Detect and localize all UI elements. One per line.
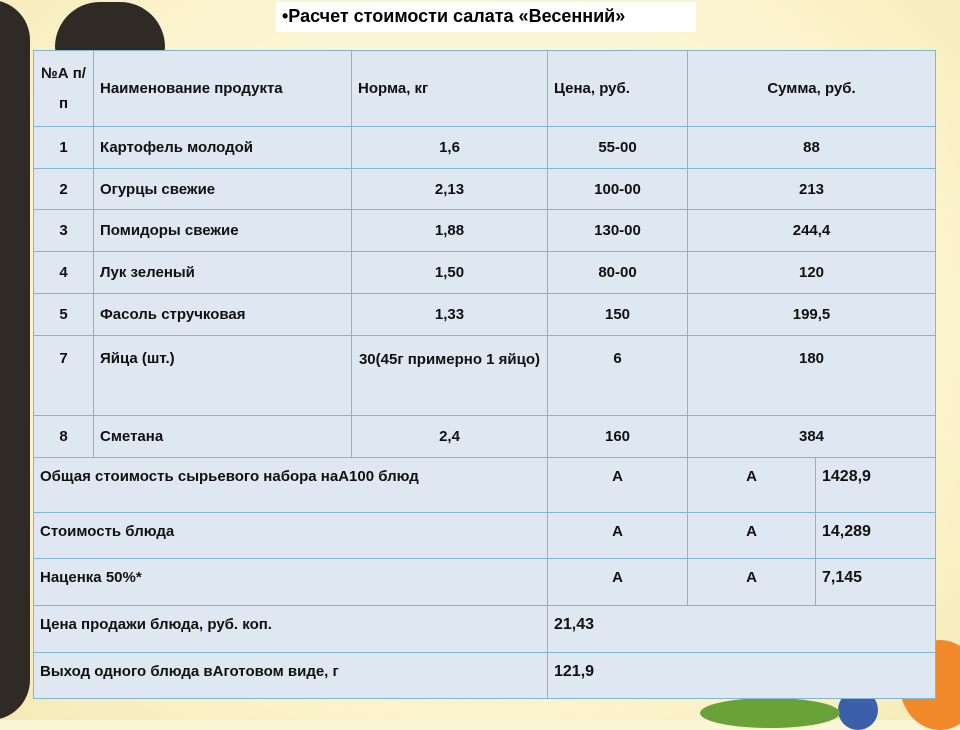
total-row: [34, 653, 936, 699]
row-price: 55-00: [548, 127, 688, 169]
row-price: 6: [548, 336, 688, 416]
row-sum: 120: [688, 252, 936, 294]
summary-label: Общая стоимость сырьевого набора наА100 блюд: [34, 458, 548, 513]
table-row: [34, 210, 936, 252]
summary-label: Стоимость блюда: [34, 513, 548, 559]
table-row: [34, 336, 936, 416]
summary-value: 7,145: [816, 559, 936, 606]
summary-a2: А: [688, 559, 816, 606]
summary-label: Наценка 50%*: [34, 559, 548, 606]
decorative-fruit-leaf: [700, 698, 840, 728]
row-norm: 2,13: [352, 169, 548, 210]
header-norm: Норма, кг: [352, 51, 548, 127]
row-price: 130-00: [548, 210, 688, 252]
header-num: №А п/п: [34, 51, 94, 127]
total-value: 121,9: [548, 653, 936, 699]
total-value: 21,43: [548, 606, 936, 653]
row-name: Огурцы свежие: [94, 169, 352, 210]
table-row: [34, 127, 936, 169]
row-num: 2: [34, 169, 94, 210]
row-num: 8: [34, 416, 94, 458]
summary-row: [34, 559, 936, 606]
row-sum: 384: [688, 416, 936, 458]
header-sum: Сумма, руб.: [688, 51, 936, 127]
cost-table: [33, 50, 936, 699]
summary-a1: А: [548, 513, 688, 559]
total-row: [34, 606, 936, 653]
summary-a2: А: [688, 513, 816, 559]
total-label: Цена продажи блюда, руб. коп.: [34, 606, 548, 653]
summary-a1: А: [548, 559, 688, 606]
row-norm: 1,88: [352, 210, 548, 252]
row-norm: 30(45г примерно 1 яйцо): [352, 336, 548, 416]
row-norm: 1,50: [352, 252, 548, 294]
row-num: 4: [34, 252, 94, 294]
decorative-bear-silhouette: [0, 0, 30, 720]
row-num: 1: [34, 127, 94, 169]
row-norm: 2,4: [352, 416, 548, 458]
row-name: Яйца (шт.): [94, 336, 352, 416]
table-row: [34, 169, 936, 210]
row-name: Помидоры свежие: [94, 210, 352, 252]
header-name: Наименование продукта: [94, 51, 352, 127]
row-sum: 244,4: [688, 210, 936, 252]
row-norm: 1,6: [352, 127, 548, 169]
header-row: [34, 51, 936, 127]
row-name: Лук зеленый: [94, 252, 352, 294]
page-title: •Расчет стоимости салата «Весенний»: [282, 6, 626, 26]
summary-value: 14,289: [816, 513, 936, 559]
row-num: 7: [34, 336, 94, 416]
row-price: 100-00: [548, 169, 688, 210]
summary-value: 1428,9: [816, 458, 936, 513]
row-name: Фасоль стручковая: [94, 294, 352, 336]
row-norm: 1,33: [352, 294, 548, 336]
table-row: [34, 416, 936, 458]
row-sum: 199,5: [688, 294, 936, 336]
table-row: [34, 294, 936, 336]
summary-row: [34, 513, 936, 559]
row-price: 160: [548, 416, 688, 458]
row-name: Картофель молодой: [94, 127, 352, 169]
table-row: [34, 252, 936, 294]
summary-a1: А: [548, 458, 688, 513]
row-name: Сметана: [94, 416, 352, 458]
header-price: Цена, руб.: [548, 51, 688, 127]
row-num: 5: [34, 294, 94, 336]
row-price: 150: [548, 294, 688, 336]
total-label: Выход одного блюда вАготовом виде, г: [34, 653, 548, 699]
row-sum: 213: [688, 169, 936, 210]
row-sum: 180: [688, 336, 936, 416]
summary-row: [34, 458, 936, 513]
row-price: 80-00: [548, 252, 688, 294]
summary-a2: А: [688, 458, 816, 513]
row-sum: 88: [688, 127, 936, 169]
row-num: 3: [34, 210, 94, 252]
